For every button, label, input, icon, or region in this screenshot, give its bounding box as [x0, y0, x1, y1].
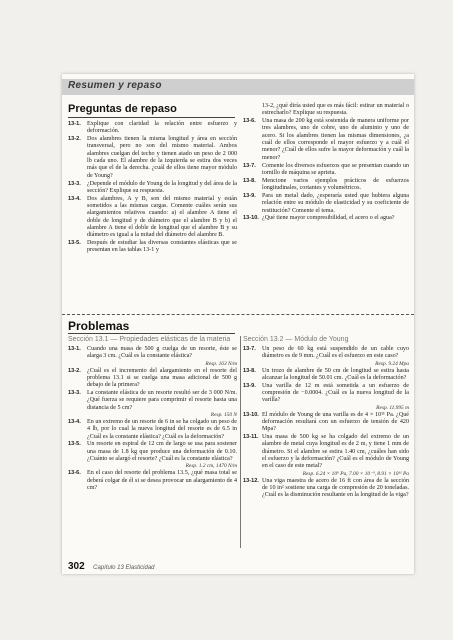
review-question — [68, 240, 237, 255]
review-questions-title: Preguntas de repaso — [68, 103, 177, 115]
review-question-text: Mencione varios ejemplos prácticos de esfuerzos longitudinales, cortantes y volumétricos. — [262, 177, 409, 192]
review-title-rule — [68, 117, 235, 118]
problem-number: 13-5. — [68, 441, 81, 448]
review-question — [243, 118, 409, 162]
problem-answer: Resp. 163 N/m — [205, 360, 237, 367]
review-question-text: 13-2, ¿qué diría usted que es más fácil: estirar un material o estrecharlo? Explique su respuesta. — [262, 103, 409, 117]
problem — [68, 441, 237, 469]
review-question — [68, 121, 237, 136]
review-question-number: 13-6. — [243, 118, 256, 125]
problem-number: 13-4. — [68, 418, 81, 425]
review-left-column — [68, 121, 237, 255]
problem-number: 13-10. — [243, 411, 259, 418]
problem-text: Un resorte en espiral de 12 cm de largo se usa para sostener una masa de 1.8 kg que produce una deformación de 0.10. ¿Cuánto se alargó el resorte? ¿Cuál es la constante elástica? — [87, 441, 237, 463]
review-question-text: ¿Depende el módulo de Young de la longitud y del área de la sección? Explique su respuesta. — [87, 180, 237, 194]
textbook-page — [62, 74, 414, 574]
review-question-text: Dos alambres tienen la misma longitud y área en sección transversal, pero no son del mismo material. Ambos alambres cuelgan del techo y tienen atado un peso de 2 000 lb cada uno. El alambre de la izquierda se estira dos veces más que el de la derecha. ¿cuál de ellos tiene mayor módulo de Young? — [87, 136, 237, 179]
review-question — [243, 103, 409, 118]
problems-left-subhead: Sección 13.1 — Propiedades elásticas de la materia — [68, 336, 231, 343]
problem — [243, 383, 409, 411]
review-question-number: 13-4. — [68, 195, 81, 202]
problem-text: Cuando una masa de 500 g cuelga de un resorte, éste se alarga 3 cm. ¿Cuál es la constante elástica? — [87, 346, 237, 360]
problem-answer: Resp. 6.24 × 10⁹ Pa, 7.00 × 10⁻³, 8.91 × 10¹¹ Pa — [302, 470, 409, 477]
review-question-number: 13-5. — [68, 240, 81, 247]
problem — [243, 478, 409, 500]
review-question-text: Después de estudiar las diversas constantes elásticas que se presentan en las tablas 13-1 y — [87, 240, 237, 254]
problem — [68, 368, 237, 390]
review-question-text: ¿Qué tiene mayor compresibilidad, el acero o el agua? — [262, 215, 395, 222]
problem-text: En un extremo de un resorte de 6 in se ha colgado un peso de 4 lb, por lo cual la nueva longitud del resorte es de 6.5 in ¿Cuál es la constante elástica? ¿Cuál es la deformación? — [87, 418, 237, 440]
review-question — [243, 163, 409, 178]
review-question — [68, 181, 237, 196]
problem — [68, 346, 237, 367]
review-question-text: Dos alambres, A y B, son del mismo material y están sometidos a las mismas cargas. Comente cuáles serán sus alargamientos relativos cuando: a) el alambre A tiene el doble de longitud y de diámetro que el alambre B y b) el alambre A tiene el doble de longitud que el alambre B y su diámetro es igual a la mitad del diámetro del alambre B. — [87, 195, 237, 239]
review-question — [243, 215, 409, 222]
problem — [68, 419, 237, 441]
problem-number: 13-9. — [243, 382, 256, 389]
problem — [68, 470, 237, 492]
problem-text: El módulo de Young de una varilla es de 4 × 10¹¹ Pa. ¿Qué deformación resultará con un esfuerzo de tensión de 420 Mpa? — [262, 411, 409, 433]
problem-answer: Resp. 1.2 cm, 1470 N/m — [185, 463, 237, 470]
problem-number: 13-8. — [243, 367, 256, 374]
column-separator — [240, 336, 241, 548]
problem-number: 13-6. — [68, 470, 81, 477]
problem-text: Un trozo de alambre de 50 cm de longitud se estira hasta alcanzar la longitud de 50.01 cm. ¿Cuál es la deformación? — [262, 367, 409, 381]
page-footer — [68, 556, 155, 574]
review-question-number: 13-9. — [243, 192, 256, 199]
problems-right-subhead: Sección 13.2 — Módulo de Young — [243, 336, 349, 343]
page-number: 302 — [68, 561, 85, 572]
section-header-title: Resumen y repaso — [68, 80, 162, 91]
problem — [68, 390, 237, 418]
problems-title: Problemas — [68, 319, 130, 333]
problem-number: 13-7. — [243, 346, 256, 352]
review-question — [68, 136, 237, 180]
problem-number: 13-1. — [68, 346, 81, 352]
problem-text: Un peso de 60 kg está suspendido de un cable cuyo diámetro es de 9 mm. ¿Cuál es el esfuerzo en este caso? — [262, 346, 409, 360]
problems-title-rule — [68, 333, 235, 334]
review-question-number: 13-7. — [243, 162, 256, 169]
problem-number: 13-3. — [68, 390, 81, 397]
problem-number: 13-11. — [243, 434, 259, 441]
review-question-number: 13-8. — [243, 177, 256, 184]
review-question-text: Explique con claridad la relación entre esfuerzo y deformación. — [87, 121, 237, 135]
problem-number: 13-2. — [68, 367, 81, 374]
problem — [243, 412, 409, 434]
problems-left-column — [68, 336, 237, 493]
problem-text: Una viga maestra de acero de 16 ft con área de la sección de 10 in² sostiene una carga de compresión de 20 toneladas. ¿Cuál es la disminución resultante en la longitud de la viga? — [262, 477, 409, 499]
problem-text: Una varilla de 12 m está sometida a un esfuerzo de compresión de −0.0004. ¿Cuál es la nueva longitud de la varilla? — [262, 382, 409, 404]
problem — [243, 368, 409, 383]
section-header-band — [62, 79, 414, 95]
problem — [243, 346, 409, 367]
review-question-text: Para un metal dado, ¿esperaría usted que hubiera alguna relación entre su módulo de elasticidad y su coeficiente de restitución? Comente el tema. — [262, 192, 409, 214]
review-question-number: 13-10. — [243, 215, 259, 222]
section-divider — [62, 314, 414, 315]
problem — [243, 434, 409, 477]
problem-answer: Resp. 11.995 m — [376, 404, 409, 411]
problem-answer: Resp. 9.24 Mpa — [375, 360, 409, 367]
review-question-number: 13-3. — [68, 180, 81, 187]
review-question-text: Comente los diversos esfuerzos que se presentan cuando un tornillo de máquina se aprieta. — [262, 162, 409, 176]
review-question — [243, 178, 409, 193]
review-question-number: 13-2. — [68, 136, 81, 143]
review-right-column — [243, 103, 409, 223]
problem-text: La constante elástica de un resorte resultó ser de 3 000 N/m. ¿Qué fuerza se requiere para comprimir el resorte hasta una distancia de 5 cm? — [87, 390, 237, 411]
review-question-number: 13-1. — [68, 121, 81, 127]
review-question — [243, 193, 409, 215]
problem-number: 13-12. — [243, 477, 259, 484]
problem-text: ¿Cuál es el incremento del alargamiento en el resorte del problema 13.1 si se cuelga una masa adicional de 500 g debajo de la primera? — [87, 367, 237, 389]
footer-chapter: Capítulo 13 Elasticidad — [93, 565, 155, 571]
review-question-text: Una masa de 200 kg está sostenida de manera uniforme por tres alambres, uno de cobre, uno de aluminio y uno de acero. Si los alambres tienen las mismas dimensiones, ¿a cuál de ellos corresponde el mayor esfuerzo y a cuál el menor? ¿Cuál de ellos sufre la mayor deformación y cuál la menor? — [262, 118, 409, 161]
problem-text: Una masa de 500 kg se ha colgado del extremo de un alambre de metal cuya longitud es de 2 m, y tiene 1 mm de diámetro. Si el alambre se estira 1.40 cm, ¿cuáles han sido el esfuerzo y la deformación? ¿Cuál es el módulo de Young en el caso de este metal? — [262, 434, 409, 470]
problem-answer: Resp. 150 N — [210, 411, 237, 418]
problems-right-column — [243, 336, 409, 500]
problem-text: En el caso del resorte del problema 13.5, ¿qué masa total se deberá colgar de él si se desea provocar un alargamiento de 4 cm? — [87, 470, 237, 491]
review-question — [68, 196, 237, 240]
